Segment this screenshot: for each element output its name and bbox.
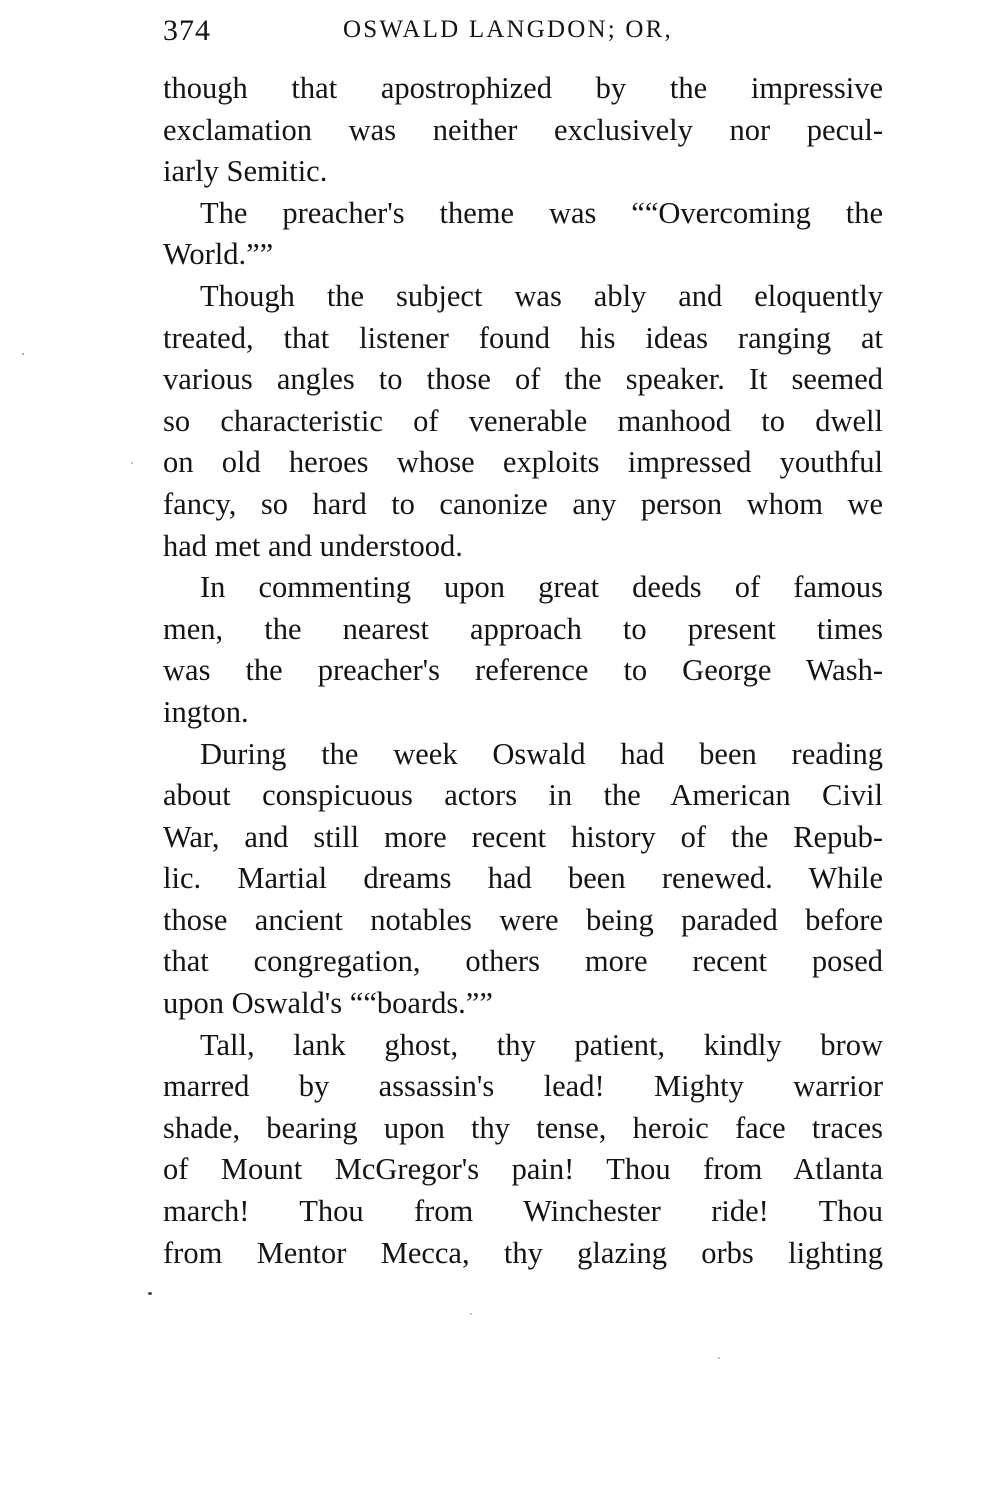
- running-title: OSWALD LANGDON; OR,: [343, 16, 673, 43]
- scan-speck: [131, 462, 133, 464]
- paragraph-first-line: In commenting upon great deeds of famous: [200, 570, 883, 605]
- text-line: World.””: [163, 237, 274, 272]
- text-line: upon Oswald's ““boards.””: [163, 986, 493, 1021]
- text-line: of Mount McGregor's pain! Thou from Atlanta: [163, 1152, 883, 1187]
- scan-speck: [22, 353, 24, 355]
- body-text: [163, 68, 883, 1274]
- scan-speck: [148, 1292, 152, 1295]
- text-line: various angles to those of the speaker. It seemed: [163, 362, 883, 397]
- text-line: from Mentor Mecca, thy glazing orbs lighting: [163, 1235, 883, 1270]
- text-line: iarly Semitic.: [163, 154, 328, 189]
- text-line: had met and understood.: [163, 528, 463, 563]
- text-line: so characteristic of venerable manhood to dwell: [163, 403, 883, 438]
- text-line: about conspicuous actors in the American Civil: [163, 778, 883, 813]
- page-number: 374: [163, 14, 211, 47]
- text-line: marred by assassin's lead! Mighty warrior: [163, 1069, 883, 1104]
- text-line: those ancient notables were being paraded before: [163, 902, 883, 937]
- text-line: that congregation, others more recent posed: [163, 944, 883, 979]
- text-line: shade, bearing upon thy tense, heroic face traces: [163, 1110, 883, 1145]
- text-line: treated, that listener found his ideas ranging at: [163, 320, 883, 355]
- running-head: [163, 8, 883, 58]
- text-line: War, and still more recent history of the Repub-: [163, 819, 883, 854]
- paragraph-first-line: Tall, lank ghost, thy patient, kindly brow: [200, 1027, 883, 1062]
- scan-speck: [718, 1357, 720, 1359]
- text-line: though that apostrophized by the impressive: [163, 71, 883, 105]
- text-line: was the preacher's reference to George Wash-: [163, 653, 883, 688]
- text-line: ington.: [163, 694, 249, 729]
- paragraph-first-line: During the week Oswald had been reading: [200, 736, 883, 771]
- text-line: fancy, so hard to canonize any person whom we: [163, 486, 883, 521]
- text-line: exclamation was neither exclusively nor pecul-: [163, 112, 883, 147]
- paragraph-first-line: Though the subject was ably and eloquently: [200, 278, 883, 313]
- text-line: men, the nearest approach to present times: [163, 611, 883, 646]
- text-line: lic. Martial dreams had been renewed. While: [163, 861, 883, 896]
- paragraph-first-line: The preacher's theme was ““Overcoming the: [200, 195, 883, 230]
- text-line: march! Thou from Winchester ride! Thou: [163, 1194, 883, 1229]
- scan-speck: [470, 1313, 472, 1315]
- text-line: on old heroes whose exploits impressed youthful: [163, 445, 883, 480]
